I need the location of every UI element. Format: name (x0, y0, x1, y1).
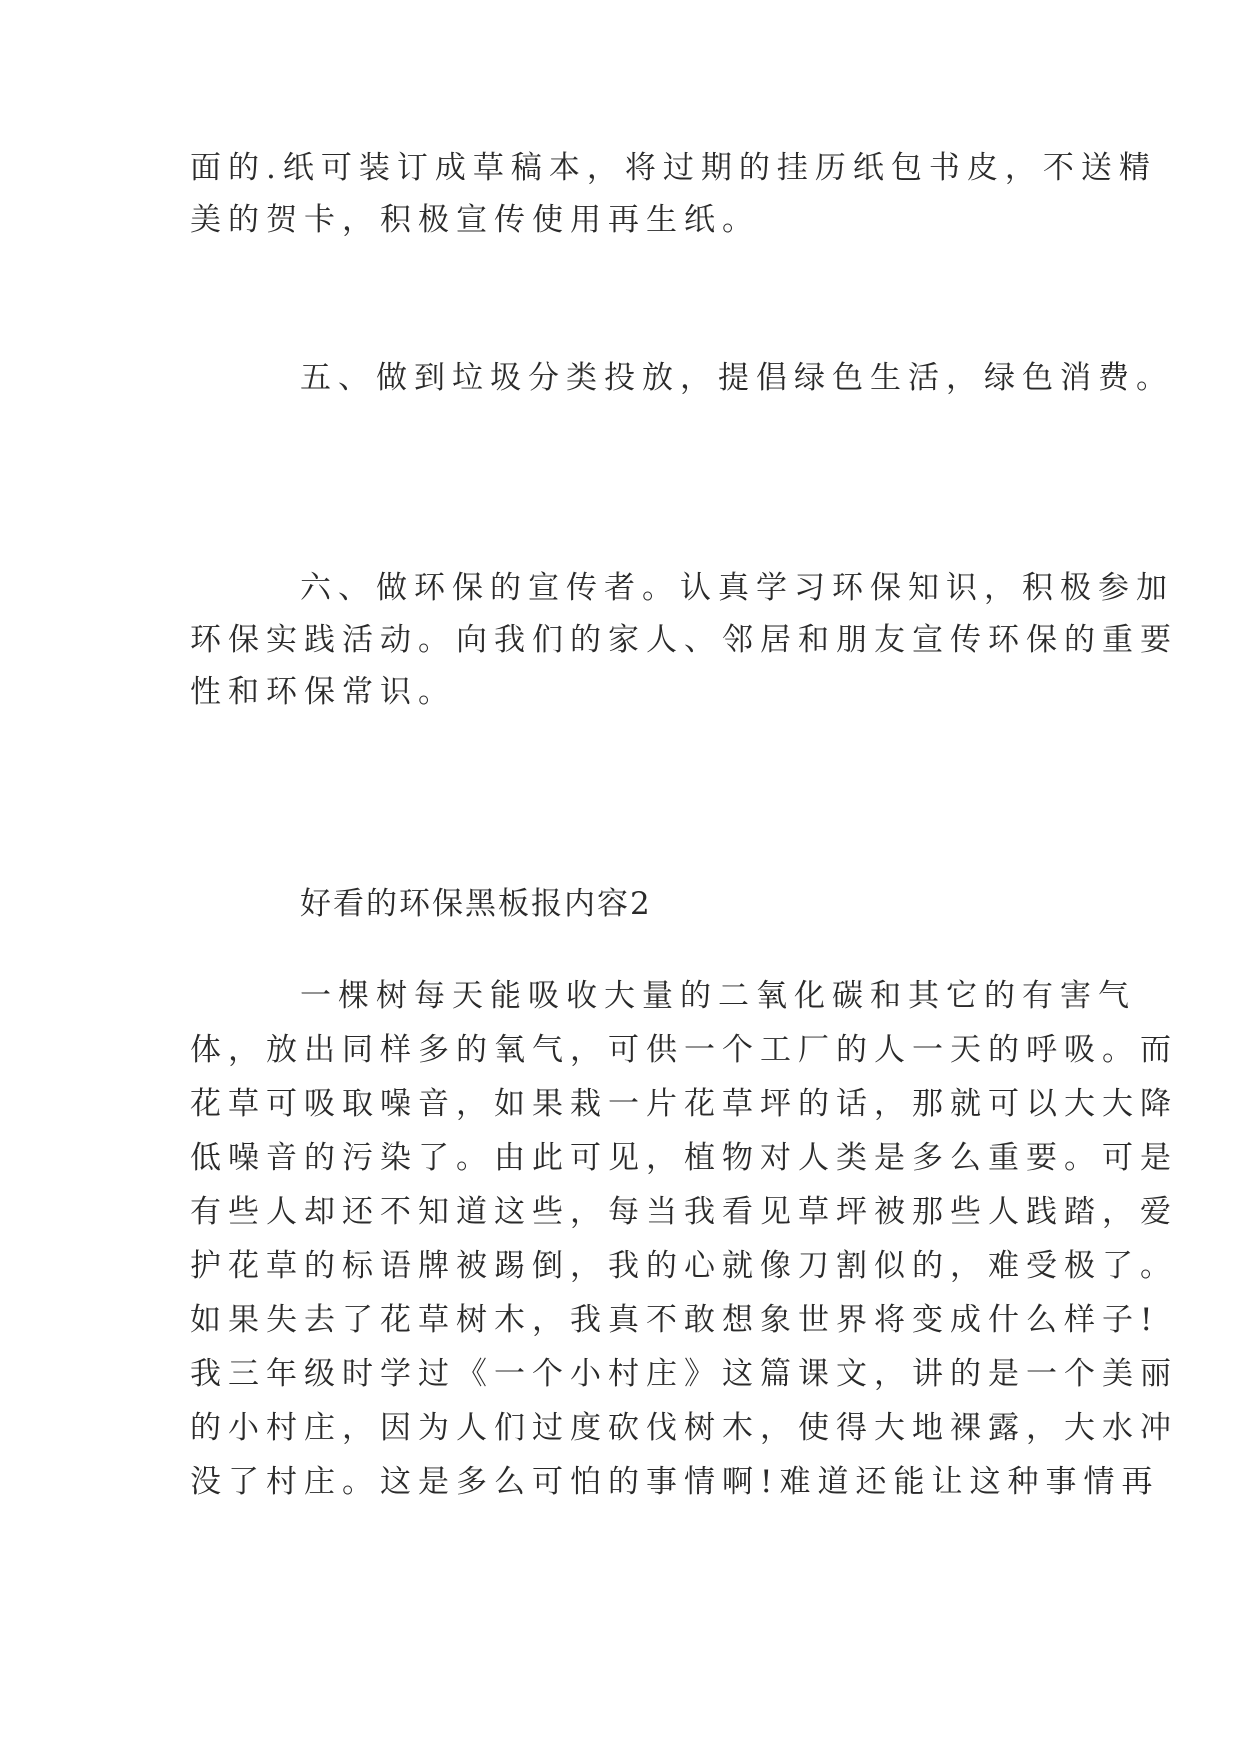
section-heading: 好看的环保黑板报内容2 (300, 886, 652, 922)
text-line: 五、做到垃圾分类投放，提倡绿色生活，绿色消费。 (300, 360, 1174, 396)
text-line: 性和环保常识。 (190, 674, 456, 710)
text-line: 花草可吸取噪音，如果栽一片花草坪的话，那就可以大大降 (190, 1086, 1178, 1122)
text-line: 低噪音的污染了。由此可见，植物对人类是多么重要。可是 (190, 1140, 1178, 1176)
text-line: 面的.纸可装订成草稿本，将过期的挂历纸包书皮，不送精 (190, 150, 1157, 186)
text-line: 护花草的标语牌被踢倒，我的心就像刀割似的，难受极了。 (190, 1248, 1178, 1284)
text-line: 六、做环保的宣传者。认真学习环保知识，积极参加 (300, 570, 1174, 606)
text-line: 一棵树每天能吸收大量的二氧化碳和其它的有害气 (300, 978, 1136, 1014)
text-line: 我三年级时学过《一个小村庄》这篇课文，讲的是一个美丽 (190, 1356, 1178, 1392)
text-line: 美的贺卡，积极宣传使用再生纸。 (190, 202, 760, 238)
text-line: 体，放出同样多的氧气，可供一个工厂的人一天的呼吸。而 (190, 1032, 1178, 1068)
text-line: 如果失去了花草树木，我真不敢想象世界将变成什么样子! (190, 1302, 1160, 1338)
text-line: 环保实践活动。向我们的家人、邻居和朋友宣传环保的重要 (190, 622, 1178, 658)
text-line: 没了村庄。这是多么可怕的事情啊!难道还能让这种事情再 (190, 1464, 1160, 1500)
text-line: 有些人却还不知道这些，每当我看见草坪被那些人践踏，爱 (190, 1194, 1178, 1230)
text-line: 的小村庄，因为人们过度砍伐树木，使得大地裸露，大水冲 (190, 1410, 1178, 1446)
